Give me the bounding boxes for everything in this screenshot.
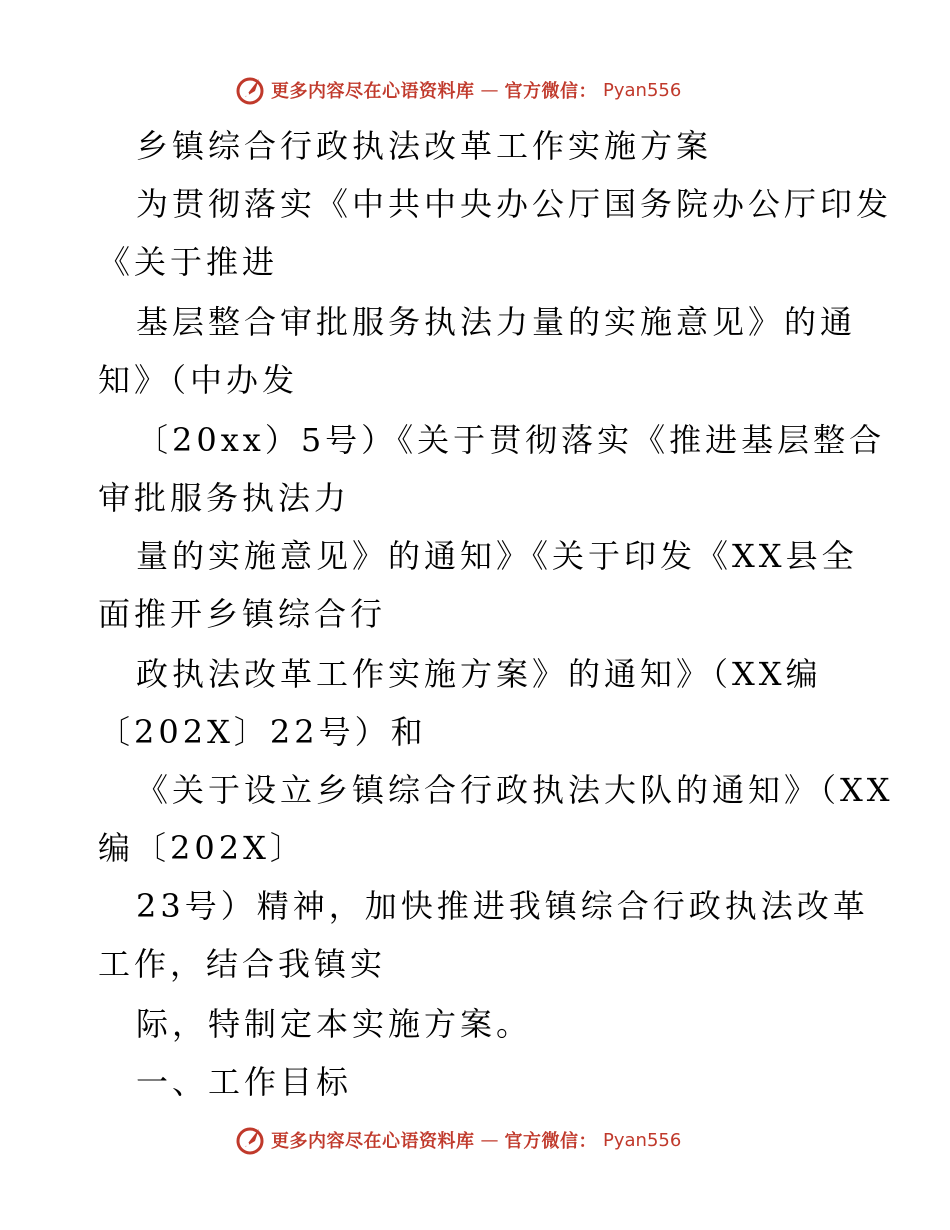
paragraph-line: 知》（中办发: [98, 361, 299, 399]
section-heading: 一、工作目标: [136, 1063, 353, 1101]
paragraph-line: 编〔202X〕: [98, 829, 306, 867]
paragraph-line: 审批服务执法力: [98, 479, 351, 517]
paragraph-line: 〔202X〕22号）和: [98, 713, 427, 751]
paragraph-line: 面推开乡镇综合行: [98, 595, 387, 633]
banner-official: 官方微信：: [504, 81, 597, 102]
quill-logo-icon: [235, 1125, 265, 1155]
paragraph-line: 为贯彻落实《中共中央办公厅国务院办公厅印发: [136, 185, 893, 223]
paragraph-line: 〔20xx）5号）《关于贯彻落实《推进基层整合: [136, 421, 886, 459]
footer-banner: [235, 1122, 715, 1158]
paragraph-line: 23号）精神，加快推进我镇综合行政执法改革: [136, 887, 869, 925]
banner-wechat-id: Pyan556: [603, 79, 682, 101]
paragraph-line: 《关于设立乡镇综合行政执法大队的通知》（XX: [136, 771, 894, 809]
banner-official: 官方微信：: [504, 1131, 597, 1152]
paragraph-line: 工作，结合我镇实: [98, 945, 387, 983]
banner-dash: —: [480, 79, 499, 101]
paragraph-line: 际，特制定本实施方案。: [136, 1005, 533, 1043]
banner-prefix: 更多内容尽在心语资料库: [271, 1131, 475, 1152]
paragraph-line: 基层整合审批服务执法力量的实施意见》的通: [136, 303, 857, 341]
paragraph-line: 《关于推进: [98, 243, 279, 281]
paragraph-line: 量的实施意见》的通知》《关于印发《XX县全: [136, 537, 858, 575]
banner-dash: —: [480, 1129, 499, 1151]
banner-wechat-id: Pyan556: [603, 1129, 682, 1151]
document-title: 乡镇综合行政执法改革工作实施方案: [136, 127, 713, 165]
paragraph-line: 政执法改革工作实施方案》的通知》（XX编: [136, 655, 822, 693]
banner-prefix: 更多内容尽在心语资料库: [271, 81, 475, 102]
